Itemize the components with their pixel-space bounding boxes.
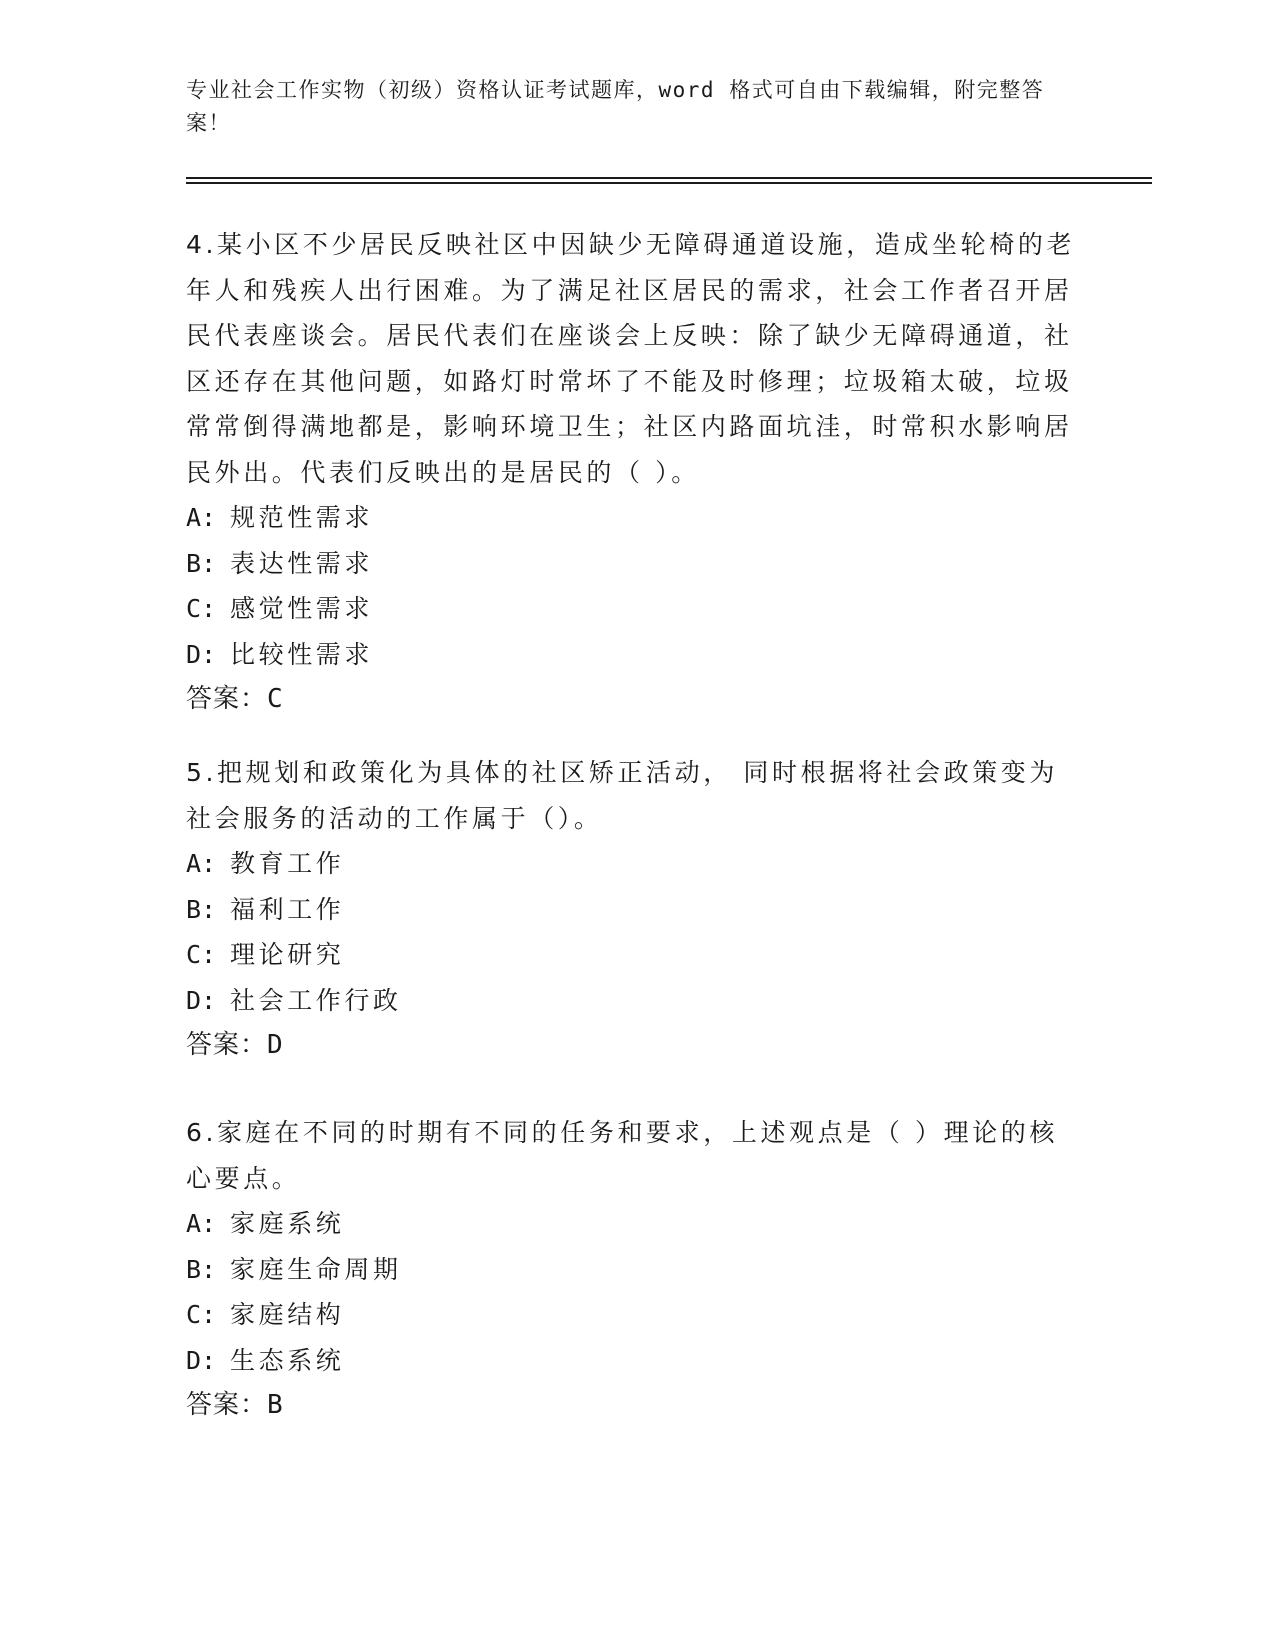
question-option	[186, 978, 1086, 1024]
option-text: 家庭结构	[230, 1300, 345, 1329]
question-stem: 5.把规划和政策化为具体的社区矫正活动， 同时根据将社会政策变为社会服务的活动的工作属于（）。	[186, 758, 1059, 833]
option-text: 福利工作	[230, 894, 345, 924]
question-answer	[186, 1023, 1086, 1069]
answer-value: D	[267, 1030, 284, 1060]
option-text: 表达性需求	[230, 548, 374, 578]
option-letter: D:	[186, 1345, 217, 1375]
header-divider-bottom	[186, 182, 1152, 184]
option-letter: D:	[186, 985, 217, 1015]
question-option	[186, 632, 1086, 678]
question-stem: 6.家庭在不同的时期有不同的任务和要求，上述观点是（ ）理论的核心要点。	[186, 1118, 1059, 1193]
question-option	[186, 887, 1086, 933]
option-letter: C:	[186, 594, 217, 623]
question-option	[186, 1201, 1086, 1247]
question-option	[186, 586, 1086, 632]
option-letter: B:	[186, 548, 217, 578]
option-text: 理论研究	[230, 940, 345, 969]
option-letter: C:	[186, 940, 217, 969]
option-letter: D:	[186, 639, 217, 669]
option-text: 家庭生命周期	[230, 1254, 402, 1284]
answer-value: C	[267, 684, 284, 714]
option-letter: B:	[186, 894, 217, 924]
question-6	[186, 1110, 1086, 1429]
question-stem: 4.某小区不少居民反映社区中因缺少无障碍通道设施，造成坐轮椅的老年人和残疾人出行困难。为了满足社区居民的需求，社会工作者召开居民代表座谈会。居民代表们在座谈会上反映：除了缺少无障碍通道，社区还存在其他问题，如路灯时常坏了不能及时修理；垃圾箱太破，垃圾常常倒得满地都是，影响环境卫生；社区内路面坑洼，时常积水影响居民外出。代表们反映出的是居民的（ ）。	[186, 230, 1076, 487]
option-letter: A:	[186, 849, 217, 878]
question-option	[186, 495, 1086, 541]
option-text: 教育工作	[230, 849, 345, 878]
option-text: 家庭系统	[230, 1209, 345, 1238]
option-text: 感觉性需求	[230, 594, 374, 623]
option-letter: C:	[186, 1300, 217, 1329]
option-text: 生态系统	[230, 1345, 345, 1375]
answer-label: 答案：	[186, 1390, 268, 1420]
question-answer	[186, 677, 1086, 723]
answer-value: B	[267, 1390, 284, 1420]
question-answer	[186, 1383, 1086, 1429]
question-option	[186, 1338, 1086, 1384]
option-text: 比较性需求	[230, 639, 374, 669]
option-letter: A:	[186, 1209, 217, 1238]
question-option	[186, 932, 1086, 978]
option-text: 规范性需求	[230, 503, 374, 532]
question-option	[186, 541, 1086, 587]
option-letter: B:	[186, 1254, 217, 1284]
question-4	[186, 222, 1086, 723]
question-5	[186, 750, 1086, 1069]
header-text: 专业社会工作实物（初级）资格认证考试题库，word 格式可自由下载编辑，附完整答案！	[186, 78, 1045, 135]
header-divider-top	[186, 177, 1152, 179]
question-option	[186, 1247, 1086, 1293]
document-header	[186, 74, 1066, 140]
question-option	[186, 841, 1086, 887]
option-text: 社会工作行政	[230, 985, 402, 1015]
answer-label: 答案：	[186, 684, 268, 714]
option-letter: A:	[186, 503, 217, 532]
answer-label: 答案：	[186, 1030, 268, 1060]
question-option	[186, 1292, 1086, 1338]
